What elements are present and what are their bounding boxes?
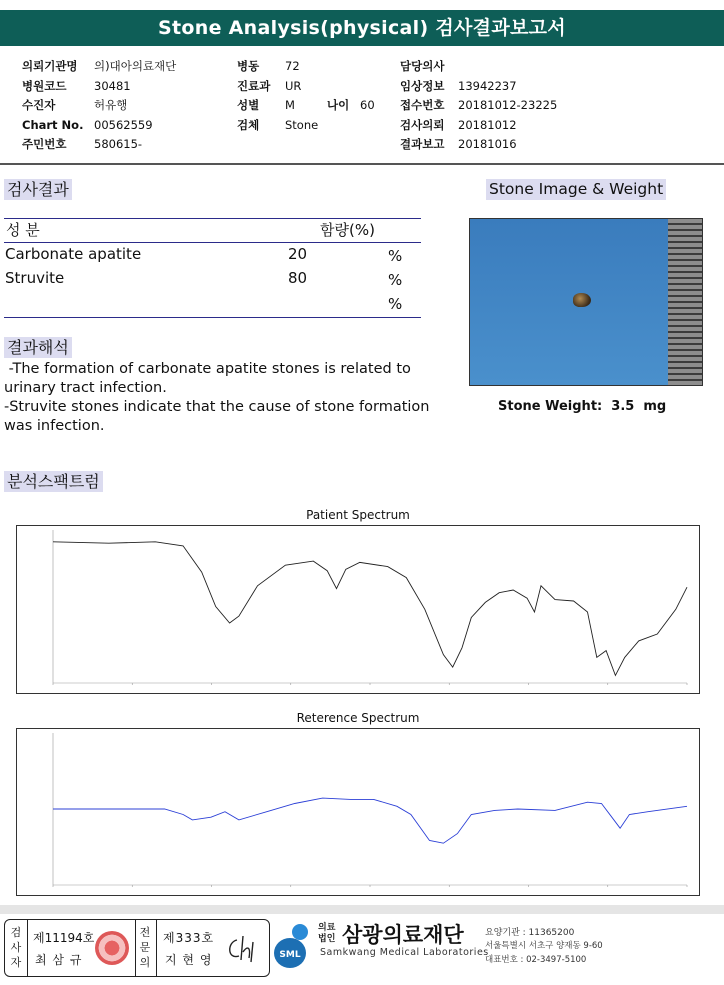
label-requester: 의뢰기관명 [22, 59, 78, 73]
value-patient-name: 허유행 [94, 98, 128, 112]
component-amount: 20 [288, 245, 308, 263]
label-ward: 병동 [237, 59, 260, 73]
spectrum-line [53, 542, 687, 676]
org-code: 요양기관 : 11365200 [485, 928, 575, 938]
value-sex: M [285, 98, 295, 112]
table-row [0, 268, 430, 292]
footer-band [0, 905, 724, 914]
patient-info-col3 [400, 57, 557, 155]
specialist-signature [223, 932, 265, 966]
patient-spectrum-svg [17, 526, 699, 693]
spectrum-line [53, 798, 687, 843]
label-age: 나이 [327, 98, 350, 112]
component-unit: % [388, 247, 403, 265]
sml-logo [270, 918, 315, 970]
patient-spectrum-title: Patient Spectrum [306, 508, 410, 522]
interpretation-line-2: -Struvite stones indicate that the cause of stone formation was infection. [4, 399, 430, 434]
value-ward: 72 [285, 59, 300, 73]
org-address: 서울특별시 서초구 양재동 9-60 [485, 941, 603, 951]
org-type: 의료 법인 [318, 923, 336, 944]
label-hospital-code: 병원코드 [22, 78, 67, 93]
label-receipt-no: 접수번호 [400, 98, 445, 112]
col-amount: 함량(%) [320, 221, 375, 239]
stone-specimen [573, 293, 591, 307]
org-phone: 대표번호 : 02-3497-5100 [485, 955, 587, 965]
stone-weight: Stone Weight: 3.5 mg [498, 399, 667, 414]
value-resident-no: 580615- [94, 137, 143, 151]
specialist-name: 지 현 영 [165, 953, 213, 967]
component-unit: % [388, 271, 403, 289]
specialist-label: 전문의 [139, 926, 151, 969]
component-amount: 80 [288, 269, 308, 287]
label-sex: 성별 [237, 98, 260, 112]
value-requester: 의)대아의료재단 [94, 59, 177, 73]
inspector-name: 최 삼 규 [35, 953, 83, 967]
value-department: UR [285, 78, 302, 93]
interpretation-text [4, 360, 434, 436]
sml-badge: SML [279, 950, 301, 960]
component-name: Struvite [5, 269, 65, 287]
results-heading: 검사결과 [4, 179, 72, 200]
label-report-date: 결과보고 [400, 137, 445, 151]
label-chart-no: Chart No. [22, 117, 84, 132]
label-department: 진료과 [237, 78, 271, 93]
specialist-number: 제333호 [163, 931, 215, 945]
spectrum-heading: 분석스팩트럼 [4, 471, 103, 492]
label-patient-name: 수진자 [22, 98, 56, 112]
inspector-number: 제11194호 [33, 931, 95, 945]
label-resident-no: 주민번호 [22, 137, 67, 151]
table-row [0, 292, 430, 316]
component-unit: % [388, 295, 403, 313]
interpretation-heading: 결과해석 [4, 337, 72, 358]
stone-image [469, 218, 703, 386]
inspector-seal [95, 931, 129, 965]
col-component: 성 분 [6, 221, 40, 239]
results-rows [0, 244, 430, 316]
value-age: 60 [360, 98, 375, 112]
stone-heading: Stone Image & Weight [486, 179, 666, 200]
label-physician: 담당의사 [400, 59, 445, 73]
reference-spectrum-title: Reterence Spectrum [296, 711, 420, 725]
inspector-label: 검사자 [10, 926, 22, 969]
patient-info-col1 [22, 57, 176, 155]
table-bottom-line [4, 317, 421, 318]
component-name: Carbonate apatite [5, 245, 142, 263]
org-name-en: Samkwang Medical Laboratories [320, 947, 489, 958]
value-receipt-no: 20181012-23225 [458, 98, 558, 112]
ruler [668, 219, 702, 385]
table-row [0, 244, 430, 268]
table-header-line [4, 242, 421, 243]
label-specimen: 검체 [237, 117, 260, 132]
label-clinical-info: 임상정보 [400, 78, 445, 93]
header-divider [0, 163, 724, 165]
value-request-date: 20181012 [458, 117, 517, 132]
value-clinical-info: 13942237 [458, 78, 517, 93]
value-report-date: 20181016 [458, 137, 517, 151]
org-name: 삼광의료재단 [342, 923, 464, 947]
patient-spectrum-chart [16, 525, 700, 694]
signature-box [4, 919, 270, 977]
reference-spectrum-svg [17, 729, 699, 895]
report-title: Stone Analysis(physical) 검사결과보고서 [0, 10, 724, 46]
reference-spectrum-chart [16, 728, 700, 896]
label-request-date: 검사의뢰 [400, 117, 445, 132]
interpretation-line-1: -The formation of carbonate apatite stones is related to urinary tract infection. [4, 361, 416, 396]
value-hospital-code: 30481 [94, 78, 131, 93]
patient-info-col2 [237, 57, 375, 135]
value-specimen: Stone [285, 117, 319, 132]
value-chart-no: 00562559 [94, 117, 153, 132]
